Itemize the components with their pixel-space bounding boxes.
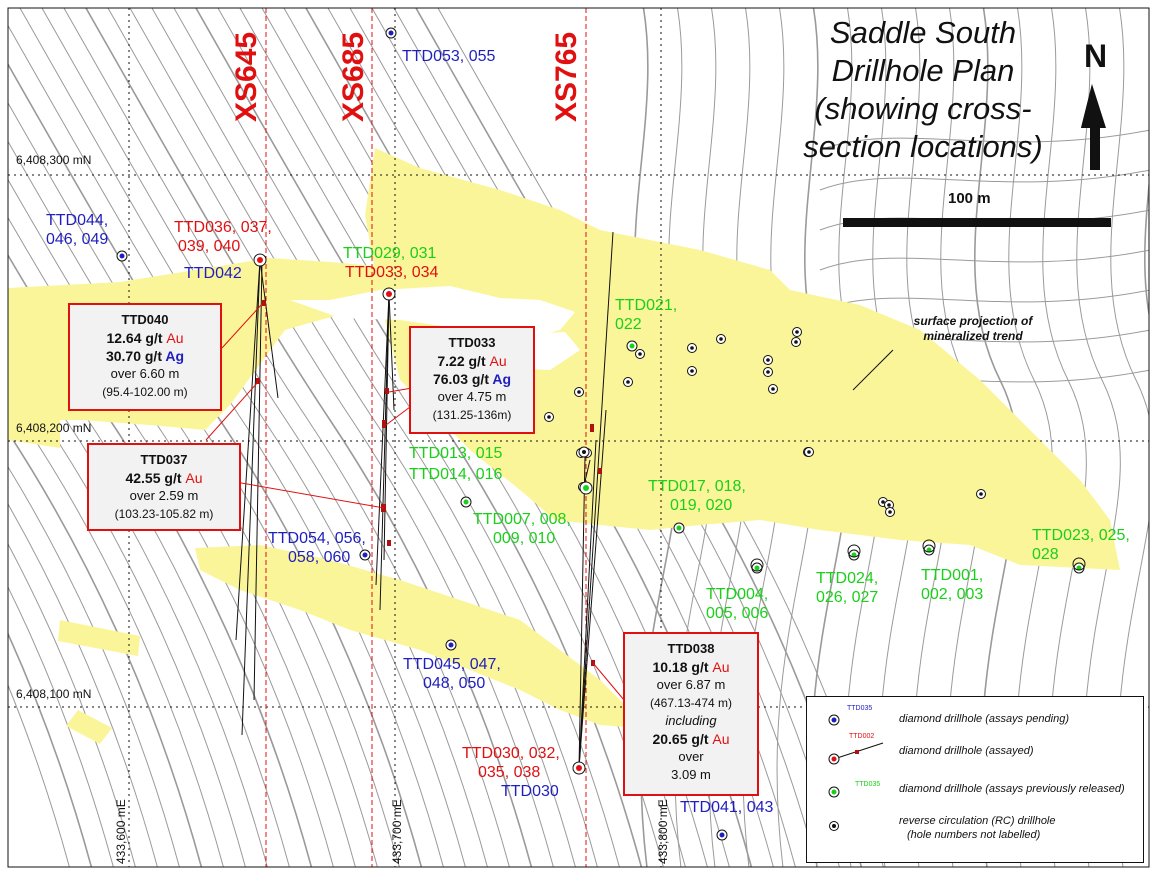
north-label: N bbox=[1084, 38, 1108, 74]
collar-assayed-ttd033 bbox=[383, 288, 395, 300]
easting-label: 433,700 mE bbox=[390, 799, 404, 864]
hole-label-ttd045: TTD045, 047, 048, 050 bbox=[403, 656, 501, 692]
map-title bbox=[778, 14, 1068, 166]
hole-label-ttd024: TTD024, 026, 027 bbox=[816, 570, 879, 606]
hole-label-ttd029: TTD029, 031 bbox=[343, 245, 437, 262]
easting-label: 433,800 mE bbox=[656, 799, 670, 864]
title-line-3: (showing cross- bbox=[814, 91, 1032, 126]
scale-label: 100 m bbox=[948, 190, 991, 207]
hole-label-ttd041: TTD041, 043 bbox=[680, 799, 774, 816]
hole-label-ttd036: TTD036, 037, 039, 040 bbox=[174, 219, 272, 255]
map-legend: TTD035 diamond drillhole (assays pending) TTD002 diamond drillhole (assayed) TTD035 diamond drillhole (assays previously released) reverse circulation (RC) drillhole (hole numbers not labelled) bbox=[806, 696, 1144, 863]
section-label-xs645: XS645 bbox=[230, 31, 263, 122]
title-line-2: Drillhole Plan bbox=[831, 53, 1015, 88]
collar-released-ttd017 bbox=[674, 523, 684, 533]
northing-label: 6,408,100 mN bbox=[16, 687, 92, 701]
hole-label-ttd033: TTD033, 034 bbox=[345, 264, 439, 281]
collar-pending-ttd041 bbox=[717, 830, 727, 840]
collar-pending-ttd045 bbox=[446, 640, 456, 650]
hole-label-ttd023: TTD023, 025, 028 bbox=[1032, 527, 1130, 563]
assayed-collar-icon bbox=[827, 739, 887, 765]
assay-box-ttd033: TTD033 7.22 g/t Au 76.03 g/t Ag over 4.75 m (131.25-136m) bbox=[409, 326, 535, 434]
collar-released-ttd007 bbox=[461, 497, 471, 507]
hole-label-ttd001: TTD001, 002, 003 bbox=[921, 567, 984, 603]
easting-label: 433,600 mE bbox=[114, 799, 128, 864]
assay-box-ttd040: TTD040 12.64 g/t Au 30.70 g/t Ag over 6.60 m (95.4-102.00 m) bbox=[68, 303, 222, 411]
hole-label-ttd053: TTD053, 055 bbox=[402, 48, 496, 65]
collar-pending-ttd053 bbox=[386, 28, 396, 38]
trend-label: surface projection of mineralized trend bbox=[913, 314, 1033, 343]
section-label-xs685: XS685 bbox=[337, 31, 370, 122]
hole-label-ttd030-pending: TTD030 bbox=[501, 783, 559, 800]
hole-label-ttd054: TTD054, 056, 058, 060 bbox=[268, 530, 366, 566]
pending-collar-icon bbox=[827, 713, 841, 727]
collar-released-ttd021 bbox=[627, 341, 637, 351]
scale-bar bbox=[843, 218, 1111, 227]
hole-label-ttd013: TTD013, 015 bbox=[409, 445, 503, 462]
section-label-xs765: XS765 bbox=[550, 31, 583, 122]
assay-box-ttd038: TTD038 10.18 g/t Au over 6.87 m (467.13-474 m) including 20.65 g/t Au over 3.09 m bbox=[623, 632, 759, 796]
hole-label-ttd044: TTD044, 046, 049 bbox=[46, 212, 109, 248]
hole-label-ttd030: TTD030, 032, 035, 038 bbox=[462, 745, 560, 781]
assay-box-ttd037: TTD037 42.55 g/t Au over 2.59 m (103.23-105.82 m) bbox=[87, 443, 241, 531]
hole-label-ttd004: TTD004, 005, 006 bbox=[706, 586, 769, 622]
hole-label-ttd042: TTD042 bbox=[184, 265, 242, 282]
title-line-4: section locations) bbox=[803, 129, 1043, 164]
hole-label-ttd017: TTD017, 018, 019, 020 bbox=[648, 478, 746, 514]
hole-label-ttd021: TTD021, 022 bbox=[615, 297, 678, 333]
northing-label: 6,408,200 mN bbox=[16, 421, 92, 435]
rc-drillhole-icon bbox=[827, 819, 841, 833]
hole-label-ttd007: TTD007, 008, 009, 010 bbox=[473, 511, 571, 547]
collar-released-ttd013 bbox=[580, 482, 592, 494]
collar-pending-ttd044 bbox=[117, 251, 127, 261]
released-collar-icon bbox=[827, 785, 841, 799]
northing-label: 6,408,300 mN bbox=[16, 153, 92, 167]
collar-assayed-ttd030 bbox=[573, 762, 585, 774]
title-line-1: Saddle South bbox=[829, 15, 1017, 50]
hole-label-ttd014: TTD014, 016 bbox=[409, 466, 503, 483]
